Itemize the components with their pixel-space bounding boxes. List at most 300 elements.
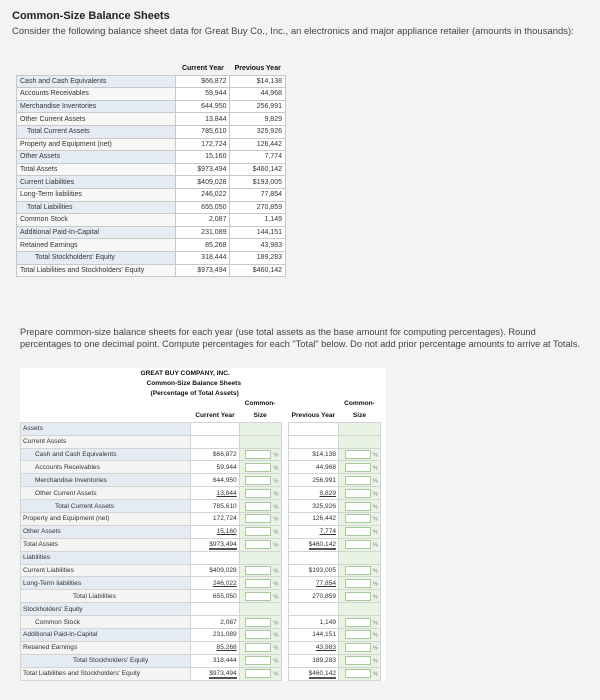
current-common-size-cell [239,603,281,616]
percent-sign: % [273,503,279,510]
header-common2: Common- [339,398,381,410]
table1-row-common-stock [17,214,286,227]
current-value-text: 318,444 [212,657,237,665]
table2-row-other-current-assets [21,487,387,500]
percent-sign: % [372,465,378,472]
table2-previous-value [288,590,338,603]
table2-previous-value [288,525,338,538]
current-value-text: 246,022 [212,579,237,587]
table1-row-total-current-assets [17,125,286,138]
previous-value-text: 1,149 [319,618,337,626]
previous-common-size-input[interactable] [345,527,371,536]
table2-row-additional-paid-in-capital [21,629,387,642]
previous-common-size-cell [339,564,381,577]
table1-previous-value: 189,283 [230,251,286,264]
percent-sign: % [273,671,279,678]
current-common-size-input[interactable] [245,592,271,601]
table2-label: Assets [21,422,191,435]
previous-common-size-cell [339,422,381,435]
table2-row-property-and-equipment-net [21,513,387,526]
table1-previous-value: 270,859 [230,201,286,214]
current-value-text: 231,089 [212,631,237,639]
previous-common-size-cell [339,435,381,448]
table2-current-value [191,487,240,500]
table2-current-value [191,577,240,590]
previous-value-text: $14,138 [312,451,337,458]
percent-sign: % [273,529,279,536]
current-value-text: 13,844 [216,489,237,497]
current-common-size-cell [239,654,281,667]
table1-label: Other Current Assets [17,113,176,126]
table2-row-total-stockholders-equity [21,654,387,667]
table2-current-value [191,513,240,526]
previous-common-size-input[interactable] [345,540,371,549]
table2-current-value [191,667,240,680]
header-size2: Size [339,410,381,422]
current-common-size-input[interactable] [245,540,271,549]
table2-label: Total Liabilities [21,590,191,603]
table1-row-long-term-liabilities [17,188,286,201]
previous-value-text: 7,774 [319,528,337,536]
table2-previous-value [288,603,338,616]
table2-label: Other Current Assets [21,487,191,500]
table2-current-value [191,629,240,642]
table2-row-liabilities [21,551,387,564]
previous-value-text: 43,983 [315,644,337,652]
current-common-size-input[interactable] [245,450,271,459]
previous-common-size-cell [339,551,381,564]
table1-previous-value: 325,926 [230,125,286,138]
table2-label: Total Liabilities and Stockholders' Equity [21,667,191,680]
percent-sign: % [372,478,378,485]
table2-row-cash-and-cash-equivalents [21,448,387,461]
table1-current-value: $409,028 [176,176,230,189]
previous-common-size-cell [339,590,381,603]
current-common-size-input[interactable] [245,656,271,665]
current-common-size-cell [239,487,281,500]
percent-sign: % [372,632,378,639]
table1-current-value: 246,022 [176,188,230,201]
current-common-size-input[interactable] [245,566,271,575]
table1-row-total-assets [17,163,286,176]
percent-sign: % [273,465,279,472]
table1-current-value: 231,089 [176,226,230,239]
table1-label: Property and Equipment (net) [17,138,176,151]
previous-common-size-cell [339,513,381,526]
previous-common-size-cell [339,500,381,513]
table2-previous-value [288,513,338,526]
previous-common-size-cell [339,654,381,667]
table2-label: Total Stockholders' Equity [21,654,191,667]
previous-common-size-input[interactable] [345,630,371,639]
table1-row-property-and-equipment-net [17,138,286,151]
worksheet-basis: (Percentage of Total Assets) [21,388,387,398]
table2-current-value [191,590,240,603]
table1-label: Common Stock [17,214,176,227]
previous-common-size-cell [339,474,381,487]
table1-current-value: 644,950 [176,100,230,113]
current-common-size-cell [239,435,281,448]
table2-row-long-term-liabilities [21,577,387,590]
current-common-size-cell [239,629,281,642]
current-common-size-cell [239,500,281,513]
current-value-text: 655,050 [212,592,237,600]
table1-label: Other Assets [17,151,176,164]
percent-sign: % [273,542,279,549]
table1-label: Total Stockholders' Equity [17,251,176,264]
table1-row-total-liabilities-and-stockholders-equity [17,264,286,277]
current-value-text: $66,872 [212,451,237,458]
current-common-size-input[interactable] [245,669,271,678]
previous-common-size-cell [339,616,381,629]
previous-value-text: 126,442 [312,515,337,523]
previous-common-size-input[interactable] [345,618,371,627]
table1-current-value: 85,268 [176,239,230,252]
table2-current-value [191,603,240,616]
current-common-size-cell [239,448,281,461]
worksheet-company: GREAT BUY COMPANY, INC. [21,368,387,378]
previous-value-text: 325,926 [312,502,337,510]
current-common-size-input[interactable] [245,527,271,536]
current-common-size-cell [239,616,281,629]
percent-sign: % [372,452,378,459]
table1-row-retained-earnings [17,239,286,252]
table2-row-current-assets [21,435,387,448]
table2-current-value [191,654,240,667]
table1-previous-value: $460,142 [230,264,286,277]
previous-common-size-input[interactable] [345,579,371,588]
table1-label: Total Current Assets [17,125,176,138]
table1-previous-value: 1,149 [230,214,286,227]
table2-current-value [191,616,240,629]
table1-label: Total Liabilities and Stockholders' Equity [17,264,176,277]
table2-label: Additional Paid-In-Capital [21,629,191,642]
table1-row-merchandise-inventories [17,100,286,113]
current-value-text: 85,268 [216,644,237,652]
table1-previous-value: 144,151 [230,226,286,239]
current-value-text: 2,087 [220,618,237,626]
table2-previous-value [288,641,338,654]
table2-label: Liabilities [21,551,191,564]
table2-previous-value [288,564,338,577]
table1-previous-value: 126,442 [230,138,286,151]
table2-row-total-liabilities [21,590,387,603]
table1-row-total-stockholders-equity [17,251,286,264]
table1-previous-value: 43,983 [230,239,286,252]
table2-previous-value [288,538,338,551]
table2-current-value [191,538,240,551]
percent-sign: % [372,503,378,510]
current-value-text: $973,494 [209,541,237,549]
table1-previous-value: $14,138 [230,75,286,88]
current-value-text: $973,494 [209,670,237,678]
current-common-size-input[interactable] [245,579,271,588]
table1-row-additional-paid-in-capital [17,226,286,239]
percent-sign: % [273,632,279,639]
table2-previous-value [288,629,338,642]
current-common-size-input[interactable] [245,502,271,511]
previous-value-text: 144,151 [312,631,337,639]
table1-current-value: 2,087 [176,214,230,227]
previous-common-size-cell [339,538,381,551]
common-size-table [20,368,386,681]
header-common1: Common- [239,398,281,410]
table1-current-value: 59,944 [176,88,230,101]
current-common-size-cell [239,667,281,680]
table2-row-total-liabilities-and-stockholders-equity [21,667,387,680]
table1-current-value: 318,444 [176,251,230,264]
table2-current-value [191,422,240,435]
page-title: Common-Size Balance Sheets [12,10,170,22]
previous-value-text: 44,968 [315,463,337,471]
table2-current-value [191,500,240,513]
current-common-size-input[interactable] [245,514,271,523]
previous-common-size-cell [339,629,381,642]
table2-current-value [191,641,240,654]
current-common-size-input[interactable] [245,463,271,472]
table1-header-current-year: Current Year [181,65,224,73]
previous-value-text: 189,283 [312,657,337,665]
previous-value-text: $460,142 [308,541,337,549]
table1-previous-value: 256,991 [230,100,286,113]
percent-sign: % [273,645,279,652]
table2-label: Accounts Receivables [21,461,191,474]
percent-sign: % [372,581,378,588]
table1-row-current-liabilities [17,176,286,189]
table2-current-value [191,551,240,564]
previous-value-text: 256,991 [312,476,337,484]
current-common-size-cell [239,461,281,474]
current-value-text: 15,160 [216,528,237,536]
current-common-size-cell [239,474,281,487]
percent-sign: % [372,658,378,665]
table2-current-value [191,525,240,538]
percent-sign: % [372,529,378,536]
previous-common-size-cell [339,641,381,654]
percent-sign: % [273,619,279,626]
table2-current-value [191,461,240,474]
current-common-size-input[interactable] [245,489,271,498]
table2-previous-value [288,616,338,629]
table1-label: Merchandise Inventories [17,100,176,113]
previous-common-size-input[interactable] [345,476,371,485]
previous-common-size-cell [339,603,381,616]
table1-previous-value: 44,968 [230,88,286,101]
common-size-worksheet [20,368,388,681]
previous-common-size-input[interactable] [345,450,371,459]
previous-value-text: $460,142 [308,670,337,678]
current-value-text: $409,028 [209,567,237,575]
current-common-size-cell [239,641,281,654]
percent-sign: % [273,594,279,601]
table2-row-retained-earnings [21,641,387,654]
percent-sign: % [273,478,279,485]
previous-common-size-input[interactable] [345,502,371,511]
table2-previous-value [288,474,338,487]
current-common-size-cell [239,538,281,551]
previous-common-size-cell [339,487,381,500]
table2-previous-value [288,448,338,461]
percent-sign: % [273,658,279,665]
previous-common-size-input[interactable] [345,669,371,678]
table2-body [21,368,387,680]
instructions-text: Prepare common-size balance sheets for each year (use total assets as the base amount for computing percentages). Round percentages to one decimal point. Compute percentages for each "Total" below. Do not add prior percentage amounts to arrive at Totals. [20,327,580,350]
table1-current-value: 655,050 [176,201,230,214]
table2-label: Cash and Cash Equivalents [21,448,191,461]
previous-common-size-input[interactable] [345,489,371,498]
previous-value-text: 9,829 [319,489,337,497]
current-common-size-cell [239,551,281,564]
table2-label: Total Current Assets [21,500,191,513]
previous-value-text: $193,005 [308,567,337,575]
table2-previous-value [288,551,338,564]
table1-label: Total Liabilities [17,201,176,214]
table2-label: Merchandise Inventories [21,474,191,487]
current-common-size-cell [239,577,281,590]
table1-row-other-assets [17,151,286,164]
table1-current-value: 13,844 [176,113,230,126]
previous-common-size-cell [339,461,381,474]
percent-sign: % [273,568,279,575]
previous-common-size-input[interactable] [345,463,371,472]
previous-value-text: 77,854 [315,579,337,587]
header-previous-year: Previous Year [288,410,338,422]
header-size1: Size [239,410,281,422]
previous-common-size-cell [339,577,381,590]
table2-row-merchandise-inventories [21,474,387,487]
table2-row-other-assets [21,525,387,538]
percent-sign: % [273,516,279,523]
current-common-size-input[interactable] [245,643,271,652]
worksheet-subtitle: Common-Size Balance Sheets [21,378,387,388]
table1-previous-value: 9,829 [230,113,286,126]
balance-sheet-data-table [16,63,286,277]
current-value-text: 172,724 [212,515,237,523]
table2-row-assets [21,422,387,435]
table2-label: Common Stock [21,616,191,629]
table2-label: Property and Equipment (net) [21,513,191,526]
table1-label: Additional Paid-In-Capital [17,226,176,239]
table1-label: Total Assets [17,163,176,176]
table2-previous-value [288,577,338,590]
table2-previous-value [288,654,338,667]
percent-sign: % [372,490,378,497]
table2-label: Retained Earnings [21,641,191,654]
percent-sign: % [372,594,378,601]
percent-sign: % [372,671,378,678]
current-common-size-cell [239,590,281,603]
current-common-size-cell [239,525,281,538]
intro-text: Consider the following balance sheet data for Great Buy Co., Inc., an electronics and major appliance retailer (amounts in thousands): [12,26,574,37]
table1-previous-value: 77,854 [230,188,286,201]
table2-previous-value [288,461,338,474]
table1-current-value: $66,872 [176,75,230,88]
percent-sign: % [273,452,279,459]
table2-label: Current Liabilities [21,564,191,577]
current-common-size-input[interactable] [245,618,271,627]
current-value-text: 785,610 [212,502,237,510]
table2-previous-value [288,487,338,500]
table1-previous-value: $460,142 [230,163,286,176]
table1-body [17,75,286,277]
previous-value-text: 270,859 [312,592,337,600]
table2-row-common-stock [21,616,387,629]
table1-label: Retained Earnings [17,239,176,252]
table2-previous-value [288,435,338,448]
table1-row-total-liabilities [17,201,286,214]
table2-row-current-liabilities [21,564,387,577]
table1-current-value: $973,494 [176,163,230,176]
table2-label: Long-Term liabilities [21,577,191,590]
table2-row-total-assets [21,538,387,551]
current-common-size-cell [239,513,281,526]
current-common-size-cell [239,564,281,577]
table2-label: Current Assets [21,435,191,448]
table2-previous-value [288,500,338,513]
current-common-size-cell [239,422,281,435]
header-current-year: Current Year [191,410,240,422]
percent-sign: % [372,568,378,575]
percent-sign: % [273,581,279,588]
table1-label: Cash and Cash Equivalents [17,75,176,88]
previous-common-size-input[interactable] [345,643,371,652]
previous-common-size-input[interactable] [345,656,371,665]
percent-sign: % [372,645,378,652]
table1-row-cash-and-cash-equivalents [17,75,286,88]
previous-common-size-input[interactable] [345,514,371,523]
table2-row-accounts-receivables [21,461,387,474]
previous-common-size-cell [339,667,381,680]
table2-label: Other Assets [21,525,191,538]
table1-label: Long-Term liabilities [17,188,176,201]
previous-common-size-cell [339,448,381,461]
table2-previous-value [288,422,338,435]
table2-current-value [191,448,240,461]
table2-label: Stockholders' Equity [21,603,191,616]
table2-current-value [191,435,240,448]
percent-sign: % [372,542,378,549]
table2-row-stockholders-equity [21,603,387,616]
table2-row-total-current-assets [21,500,387,513]
table2-label: Total Assets [21,538,191,551]
table1-label: Current Liabilities [17,176,176,189]
table1-previous-value: $193,005 [230,176,286,189]
previous-common-size-input[interactable] [345,566,371,575]
percent-sign: % [372,516,378,523]
current-value-text: 59,944 [216,463,237,471]
percent-sign: % [273,490,279,497]
table1-row-other-current-assets [17,113,286,126]
table1-previous-value: 7,774 [230,151,286,164]
current-value-text: 644,950 [212,476,237,484]
table1-row-accounts-receivables [17,88,286,101]
table2-current-value [191,474,240,487]
table1-corner [17,63,176,75]
table1-current-value: 172,724 [176,138,230,151]
table2-current-value [191,564,240,577]
current-common-size-input[interactable] [245,630,271,639]
table2-previous-value [288,667,338,680]
percent-sign: % [372,619,378,626]
previous-common-size-cell [339,525,381,538]
table1-label: Accounts Receivables [17,88,176,101]
table1-current-value: 15,160 [176,151,230,164]
table1-header-previous-year: Previous Year [234,65,281,73]
current-common-size-input[interactable] [245,476,271,485]
table1-current-value: 785,610 [176,125,230,138]
table1-current-value: $973,494 [176,264,230,277]
previous-common-size-input[interactable] [345,592,371,601]
